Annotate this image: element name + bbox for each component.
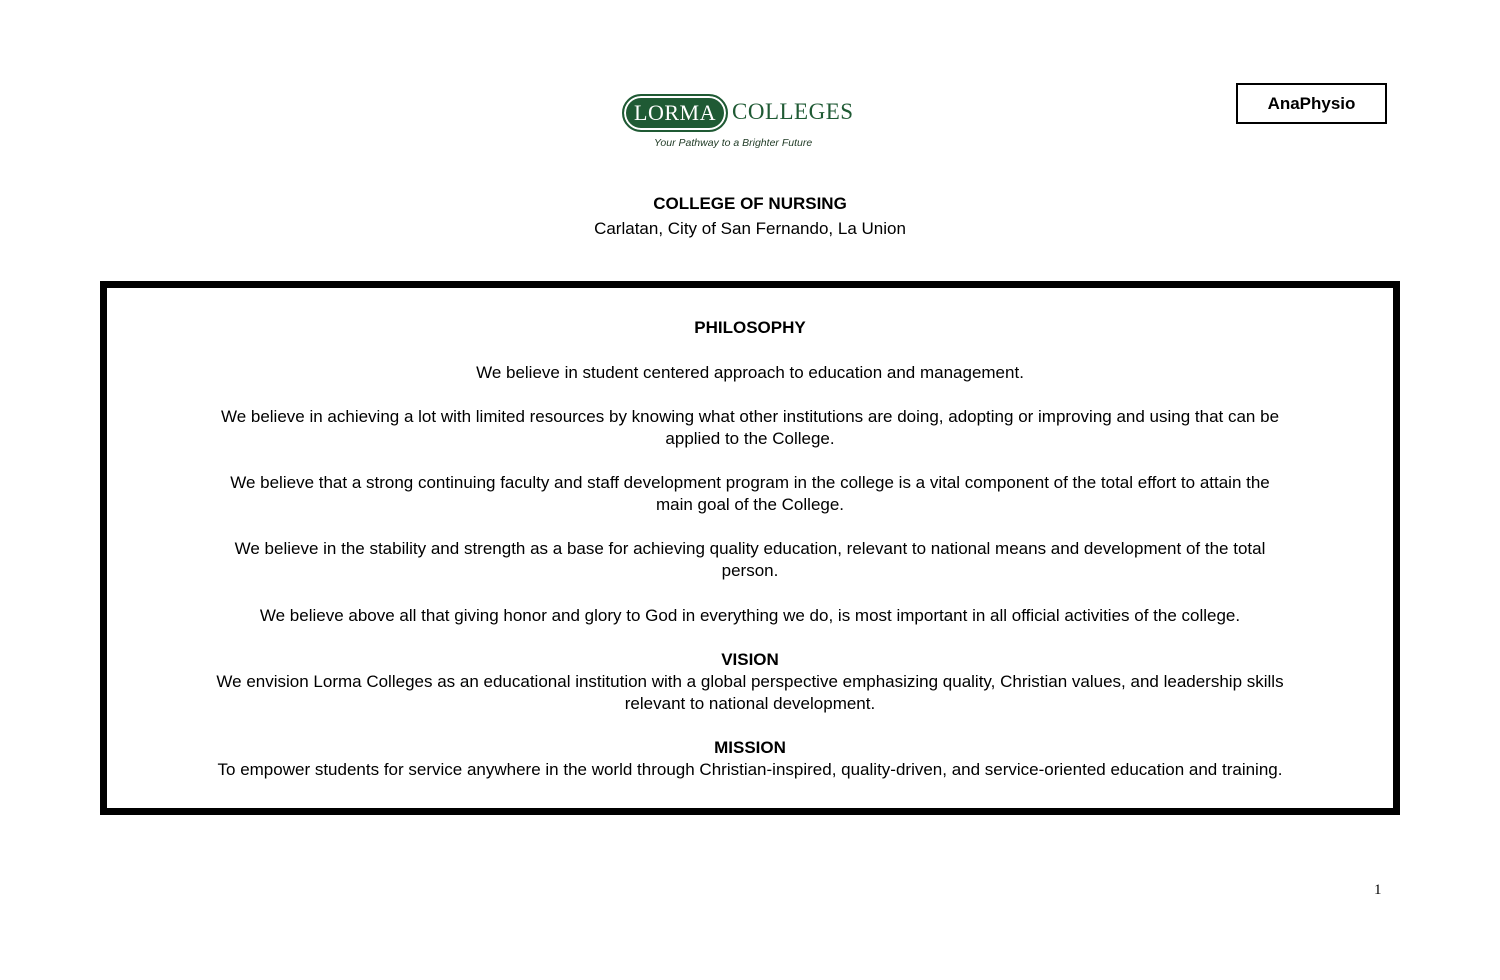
philosophy-statement-5: We believe above all that giving honor and glory to God in everything we do, is most important in all official activities of the college. (259, 606, 1241, 625)
vision-heading: VISION (721, 650, 779, 669)
subject-tag: AnaPhysio (1236, 83, 1387, 124)
philosophy-statement-2-line-1: We believe in achieving a lot with limited resources by knowing what other institutions are doing, adopting or improving and using that can be (220, 407, 1280, 426)
vision-statement-line-1: We envision Lorma Colleges as an educational institution with a global perspective emphasizing quality, Christian values, and leadership skills (216, 672, 1284, 691)
philosophy-statement-4-line-2: person. (721, 561, 779, 580)
philosophy-statement-3-line-2: main goal of the College. (655, 495, 845, 514)
philosophy-statement-2-line-2: applied to the College. (665, 429, 835, 448)
vision-statement-line-2: relevant to national development. (624, 694, 876, 713)
college-title: COLLEGE OF NURSING (653, 194, 847, 213)
philosophy-statement-1: We believe in student centered approach to education and management. (476, 363, 1024, 382)
philosophy-vision-mission-box (100, 281, 1400, 815)
mission-heading: MISSION (714, 738, 786, 757)
philosophy-statement-3-line-1: We believe that a strong continuing faculty and staff development program in the college is a vital component of the total effort to attain the (230, 473, 1270, 492)
philosophy-statement-4-line-1: We believe in the stability and strength as a base for achieving quality education, relevant to national means and development of the total (234, 539, 1266, 558)
logo-wordmark: COLLEGES (732, 99, 854, 124)
page-number: 1 (1374, 882, 1382, 898)
philosophy-heading: PHILOSOPHY (694, 318, 806, 337)
logo-badge-text: LORMA (634, 100, 716, 125)
college-address: Carlatan, City of San Fernando, La Union (594, 219, 906, 238)
mission-statement: To empower students for service anywhere in the world through Christian-inspired, quality-driven, and service-oriented education and training. (217, 760, 1283, 779)
logo-badge (622, 94, 728, 132)
logo-tagline: Your Pathway to a Brighter Future (654, 137, 813, 149)
lorma-colleges-logo (622, 94, 862, 154)
